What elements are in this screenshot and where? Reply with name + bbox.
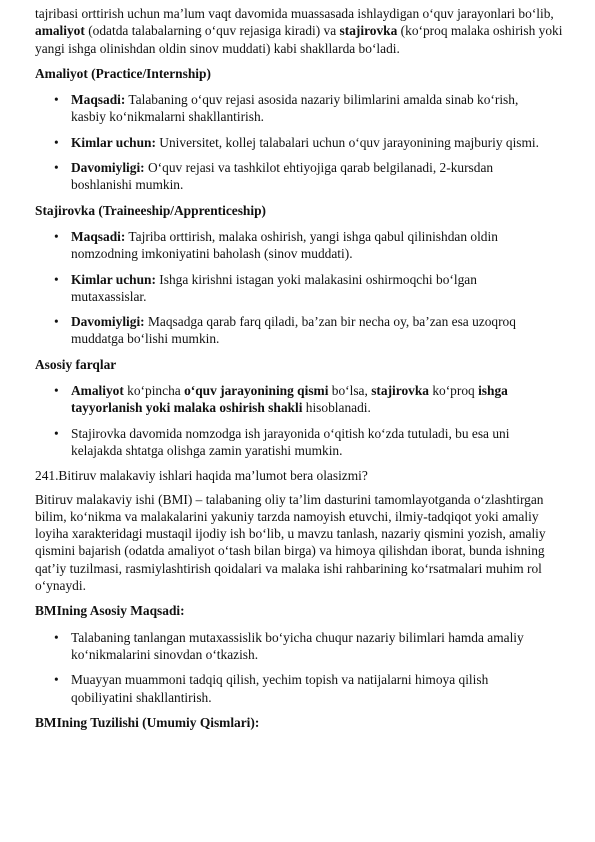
intro-bold-stajirovka: stajirovka bbox=[339, 23, 398, 39]
farqlar-heading: Asosiy farqlar bbox=[35, 356, 117, 372]
bold-text: ishga tayyorlanish yoki malaka oshirish shakli bbox=[71, 383, 508, 416]
item-text: hisoblanadi. bbox=[302, 400, 371, 416]
amaliyot-list bbox=[35, 91, 575, 193]
stajirovka-list bbox=[35, 228, 575, 348]
intro-text-2: (odatda talabalarning o‘quv rejasiga kiradi) va bbox=[84, 23, 340, 39]
bold-text: stajirovka bbox=[371, 383, 429, 399]
list-item bbox=[35, 313, 575, 348]
item-text: bo‘lsa, bbox=[328, 383, 372, 399]
item-text: Talabaning o‘quv rejasi asosida nazariy bilimlarini amalda sinab ko‘rish, kasbiy ko‘nikmalarni shakllantirish. bbox=[71, 92, 519, 125]
list-item bbox=[35, 91, 575, 126]
bmi-paragraph: Bitiruv malakaviy ishi (BMI) – talabaning oliy ta’lim dasturini tamomlayotganda o‘zlashtirgan bilim, ko‘nikma va malakalarini yakuniy tarzda namoyish etuvchi, ilmiy-tadqiqot yoki amaliy loyiha xarakteridagi mustaqil ijodiy ish bo‘lib, u mavzu tanlash, nazariy qismini yozish, amaliy qismini bajarish (odatda amaliyot o‘tash bilan birga) va himoya qilishdan iborat, bunda ishning qat’iy tuzilmasi, rasmiylashtirish qoidalari va malaka ishi rahbarining ko‘rsatmalari muhim rol o‘ynaydi. bbox=[35, 491, 546, 594]
item-label: Davomiyligi: bbox=[71, 160, 145, 176]
item-text: ko‘proq bbox=[428, 383, 479, 399]
item-text: ko‘pincha bbox=[123, 383, 185, 399]
maqsad-list bbox=[35, 629, 575, 706]
intro-text-3: (ko‘proq malaka oshirish yoki yangi ishga olinishdan oldin sinov muddati) kabi shakllarda bo‘ladi. bbox=[35, 23, 563, 56]
stajirovka-heading: Stajirovka (Traineeship/Apprenticeship) bbox=[35, 202, 267, 218]
list-item bbox=[35, 134, 575, 151]
maqsad-heading: BMIning Asosiy Maqsadi: bbox=[35, 603, 185, 619]
list-item bbox=[35, 382, 575, 417]
amaliyot-heading: Amaliyot (Practice/Internship) bbox=[35, 65, 211, 81]
item-text: Maqsadga qarab farq qiladi, ba’zan bir necha oy, ba’zan esa uzoqroq muddatga bo‘lishi mumkin. bbox=[71, 314, 516, 347]
list-item bbox=[35, 271, 575, 306]
item-label: Kimlar uchun: bbox=[71, 271, 156, 287]
list-item bbox=[35, 671, 575, 706]
item-text: Universitet, kollej talabalari uchun o‘quv jarayonining majburiy qismi. bbox=[155, 134, 539, 150]
item-label: Kimlar uchun: bbox=[71, 134, 156, 150]
item-text: Muayyan muammoni tadqiq qilish, yechim topish va natijalarni himoya qilish qobiliyatini shakllantirish. bbox=[71, 672, 489, 705]
item-label: Maqsadi: bbox=[71, 228, 126, 244]
intro-bold-amaliyot: amaliyot bbox=[35, 23, 85, 39]
item-label: Maqsadi: bbox=[71, 92, 126, 108]
list-item bbox=[35, 228, 575, 263]
item-text: Stajirovka davomida nomzodga ish jarayonida o‘qitish ko‘zda tutuladi, bu esa uni kelajakda shtatga olishga zamin yaratishi mumkin. bbox=[71, 425, 510, 458]
bold-text: Amaliyot bbox=[71, 383, 124, 399]
item-label: Davomiyligi: bbox=[71, 314, 145, 330]
question-line: 241.Bitiruv malakaviy ishlari haqida ma’lumot bera olasizmi? bbox=[35, 468, 368, 484]
document-page bbox=[35, 5, 575, 740]
item-text: O‘quv rejasi va tashkilot ehtiyojiga qarab belgilanadi, 2-kursdan boshlanishi mumkin. bbox=[71, 160, 494, 193]
tuzilish-heading: BMIning Tuzilishi (Umumiy Qismlari): bbox=[35, 714, 260, 730]
intro-paragraph bbox=[35, 5, 575, 57]
list-item bbox=[35, 159, 575, 194]
item-text: Tajriba orttirish, malaka oshirish, yangi ishga qabul qilinishdan oldin nomzodning imkoniyatini baholash (sinov muddati). bbox=[71, 228, 498, 262]
item-text: Talabaning tanlangan mutaxassislik bo‘yicha chuqur nazariy bilimlari hamda amaliy ko‘nikmalarini sinovdan o‘tkazish. bbox=[71, 629, 524, 662]
bold-text: o‘quv jarayonining qismi bbox=[184, 383, 329, 399]
item-text: Ishga kirishni istagan yoki malakasini oshirmoqchi bo‘lgan mutaxassislar. bbox=[71, 271, 477, 304]
list-item bbox=[35, 629, 575, 664]
intro-text-1: tajribasi orttirish uchun ma’lum vaqt davomida muassasada ishlaydigan o‘quv jarayonlari bo‘lib, bbox=[35, 6, 554, 21]
list-item bbox=[35, 425, 575, 460]
farqlar-list bbox=[35, 382, 575, 459]
